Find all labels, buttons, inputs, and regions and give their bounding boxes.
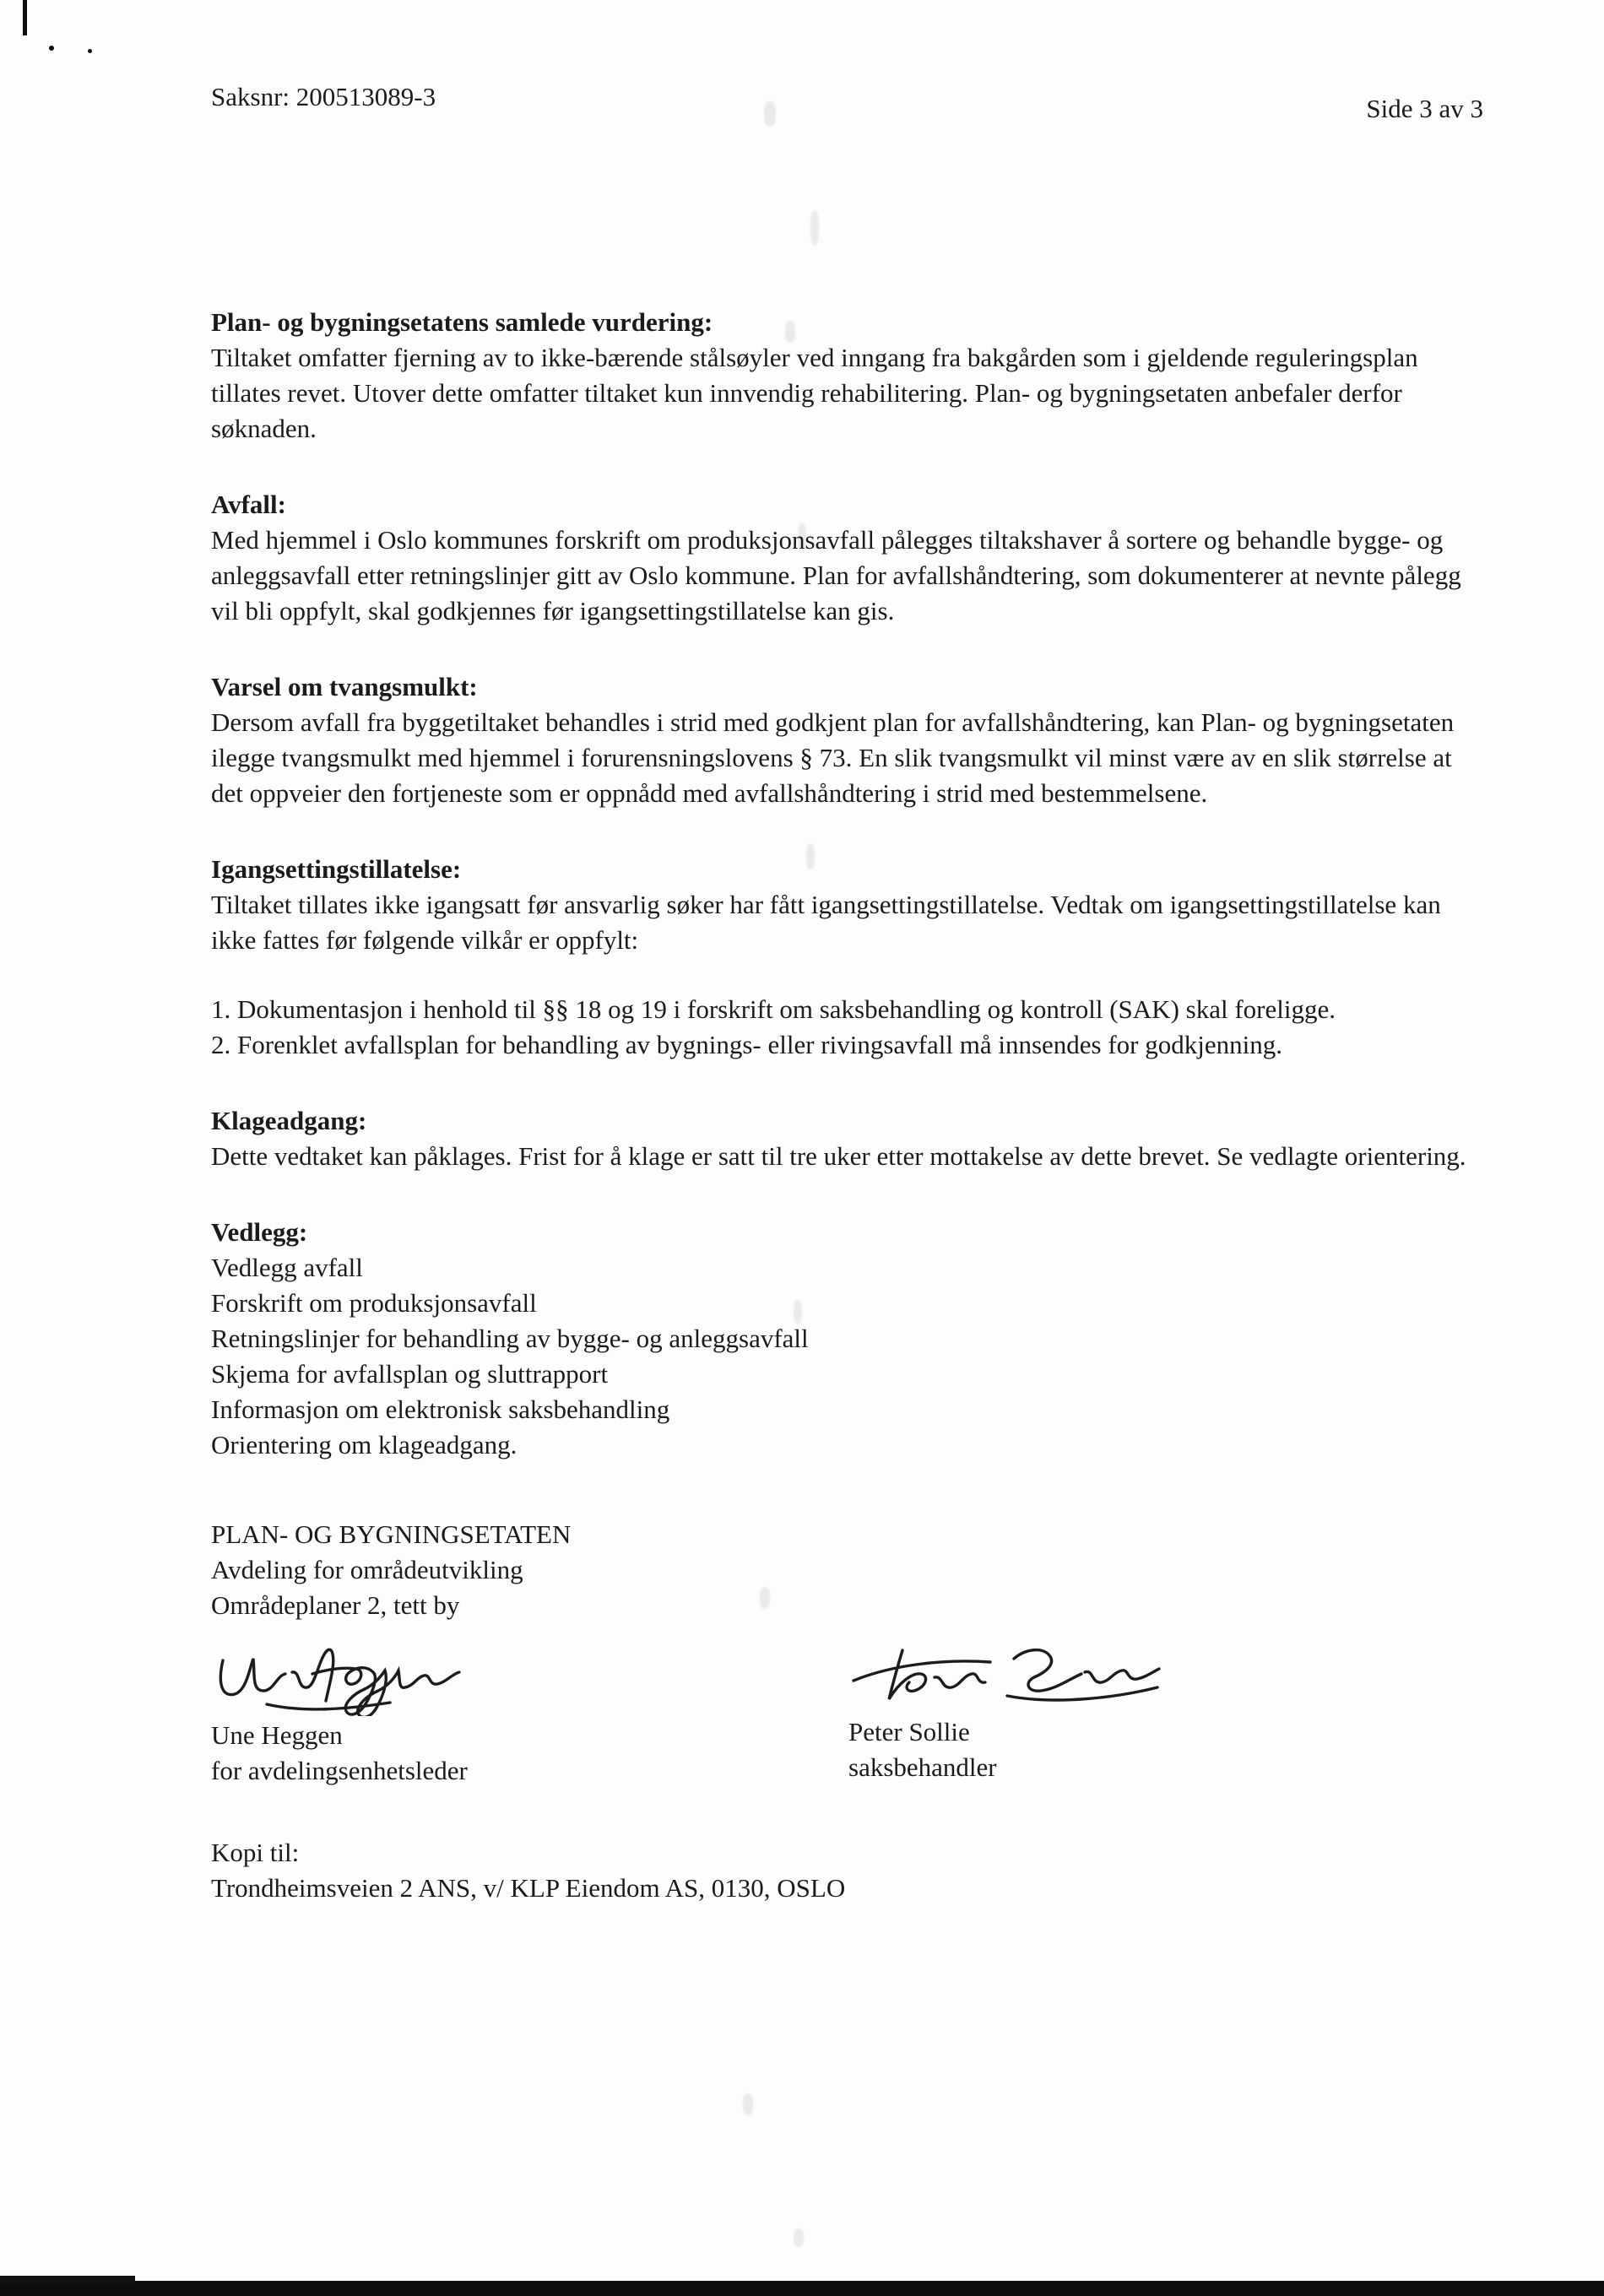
document-header [211, 80, 1490, 126]
copy-block [211, 1835, 1490, 1906]
document-content [211, 80, 1490, 1906]
section-body: Dette vedtaket kan påklages. Frist for å klage er satt til tre uker etter mottakelse av dette brevet. Se vedlagte orientering. [211, 1141, 1466, 1171]
section-body: Tiltaket omfatter fjerning av to ikke-bærende stålsøyler ved inngang fra bakgården som i gjeldende reguleringsplan tillates revet. Utover dette omfatter tiltaket kun innvendig rehabilitering. Plan- og bygningsetaten anbefaler derfor søknaden. [211, 343, 1418, 443]
conditions-list [211, 992, 1490, 1063]
section-body: Dersom avfall fra byggetiltaket behandles i strid med godkjent plan for avfallshåndtering, kan Plan- og bygningsetaten ilegge tvangsmulkt med hjemmel i forurensningslovens § 73. En slik tvangsmulkt vil minst være av en slik størrelse at det oppveier den fortjeneste som er oppnådd med avfallshåndtering i strid med bestemmelsene. [211, 707, 1455, 808]
org-department: Avdeling for områdeutvikling [211, 1555, 523, 1584]
scan-artifact-edge-tick [23, 0, 27, 35]
attachment-line: Forskrift om produksjonsavfall [211, 1288, 537, 1318]
section-samlede-vurdering [211, 305, 1490, 447]
section-heading: Varsel om tvangsmulkt: [211, 672, 478, 701]
section-body: Tiltaket tillates ikke igangsatt før ansvarlig søker har fått igangsettingstillatelse. Vedtak om igangsettingstillatelse kan ikke fattes før følgende vilkår er oppfylt: [211, 890, 1441, 955]
case-number: Saksnr: 200513089-3 [211, 82, 436, 111]
section-avfall [211, 487, 1490, 629]
scan-artifact-dot [88, 49, 92, 53]
org-unit: Områdeplaner 2, tett by [211, 1590, 460, 1620]
section-heading: Vedlegg: [211, 1217, 308, 1247]
numbered-item: 2. Forenklet avfallsplan for behandling av bygnings- eller rivingsavfall må innsendes for godkjenning. [211, 1030, 1282, 1059]
scan-artifact-dot [49, 46, 54, 51]
scan-artifact-bottom-nub [0, 2276, 135, 2284]
attachment-line: Informasjon om elektronisk saksbehandling [211, 1394, 670, 1424]
copy-recipient: Trondheimsveien 2 ANS, v/ KLP Eiendom AS, 0130, OSLO [211, 1873, 846, 1903]
scan-smudge [794, 2228, 804, 2247]
signature-une-heggen-handwriting [211, 1635, 490, 1716]
signature-block-left [211, 1635, 802, 1789]
signature-block-right [848, 1635, 1372, 1785]
section-igangsettingstillatelse [211, 852, 1490, 958]
attachment-line: Retningslinjer for behandling av bygge- og anleggsavfall [211, 1324, 809, 1353]
attachment-line: Orientering om klageadgang. [211, 1430, 518, 1459]
signature-role: for avdelingsenhetsleder [211, 1756, 468, 1785]
signature-name: Peter Sollie [848, 1717, 970, 1746]
attachment-line: Skjema for avfallsplan og sluttrapport [211, 1359, 609, 1389]
section-heading: Klageadgang: [211, 1106, 367, 1135]
scan-smudge [743, 2093, 753, 2115]
signature-peter-sollie-handwriting [848, 1635, 1169, 1713]
attachment-line: Vedlegg avfall [211, 1253, 363, 1282]
section-tvangsmulkt [211, 669, 1490, 811]
section-vedlegg [211, 1215, 1490, 1463]
attachments-list [211, 1250, 1490, 1463]
org-name: PLAN- OG BYGNINGSETATEN [211, 1519, 572, 1549]
section-heading: Igangsettingstillatelse: [211, 854, 462, 884]
section-heading: Plan- og bygningsetatens samlede vurdering: [211, 307, 713, 337]
numbered-item: 1. Dokumentasjon i henhold til §§ 18 og 19 i forskrift om saksbehandling og kontroll (SAK) skal foreligge. [211, 994, 1336, 1024]
section-body: Med hjemmel i Oslo kommunes forskrift om produksjonsavfall pålegges tiltakshaver å sortere og behandle bygge- og anleggsavfall etter retningslinjer gitt av Oslo kommune. Plan for avfallshåndtering, som dokumenterer at nevnte pålegg vil bli oppfylt, skal godkjennes før igangsettingstillatelse kan gis. [211, 525, 1461, 625]
section-heading: Avfall: [211, 490, 286, 519]
signature-name: Une Heggen [211, 1720, 343, 1750]
signature-row [211, 1635, 1490, 1789]
organization-block [211, 1517, 1490, 1623]
page-number: Side 3 av 3 [1366, 94, 1483, 123]
copy-label: Kopi til: [211, 1838, 300, 1867]
scan-artifact-bottom-bar [0, 2281, 1604, 2296]
section-klageadgang [211, 1103, 1490, 1174]
signature-role: saksbehandler [848, 1752, 997, 1782]
